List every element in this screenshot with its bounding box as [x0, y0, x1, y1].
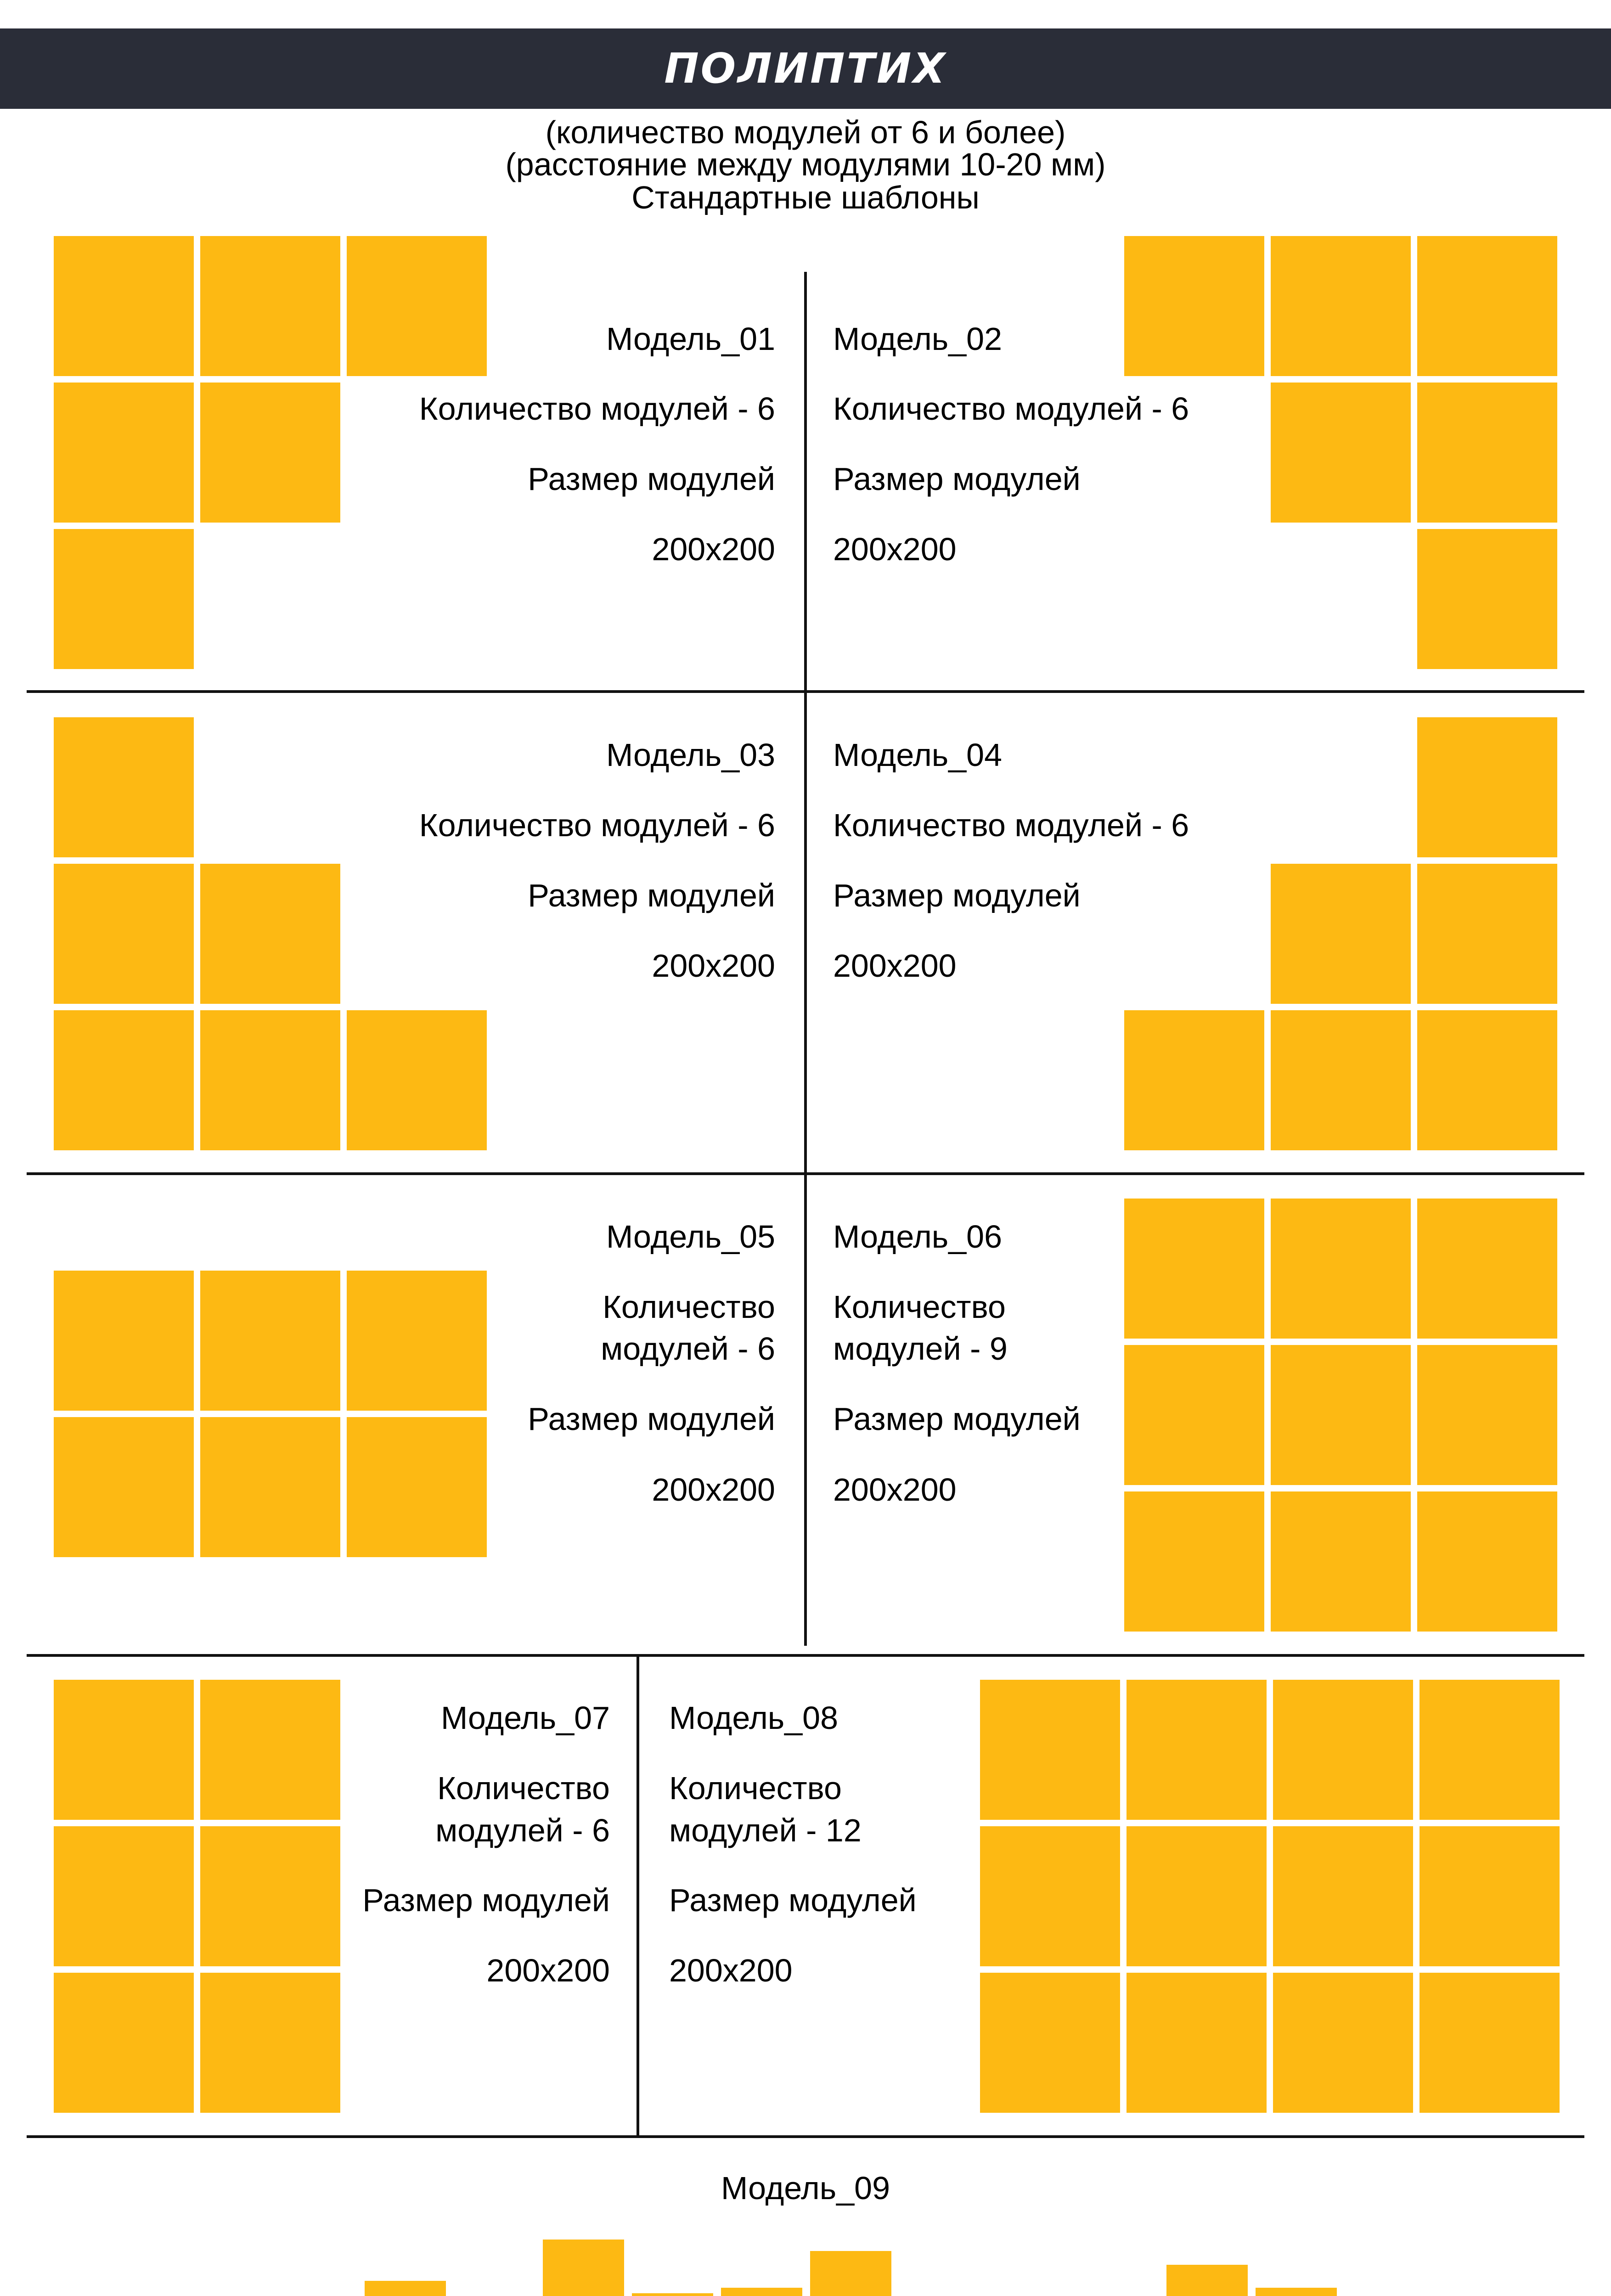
module-tile [1124, 1199, 1264, 1339]
module-tile [347, 1010, 487, 1150]
module-tile [1271, 383, 1411, 523]
module-tile [980, 1826, 1120, 1966]
module-tile [1271, 1345, 1411, 1485]
module-tile [200, 1826, 340, 1966]
model-02-size-label: Размер модулей [833, 461, 1081, 497]
section-divider [27, 1654, 1584, 1657]
module-tile [54, 717, 194, 857]
model-03-size-label: Размер модулей [528, 878, 775, 913]
module-tile [1417, 529, 1557, 669]
intro-standard-templates: Стандартные шаблоны [631, 180, 980, 215]
module-tile [1127, 1826, 1267, 1966]
module-tile [1419, 1973, 1560, 2113]
model-08-name: Модель_08 [669, 1700, 839, 1736]
module-tile [54, 1417, 194, 1557]
model-05-size-label: Размер модулей [528, 1401, 775, 1437]
module-tile [200, 1680, 340, 1820]
model-02-count: Количество модулей - 6 [833, 391, 1189, 427]
module-tile [200, 1271, 340, 1411]
column-divider [804, 272, 807, 1646]
model-09-name: Модель_09 [721, 2170, 890, 2206]
module-tile [54, 529, 194, 669]
module-tile [200, 1417, 340, 1557]
model-04-name: Модель_04 [833, 737, 1003, 773]
module-tile [1271, 1010, 1411, 1150]
header-bar [0, 28, 1611, 109]
model-07-size: 200x200 [486, 1953, 610, 1988]
module-tile [1419, 1680, 1560, 1820]
model-02-size: 200x200 [833, 531, 957, 567]
module-panel [1166, 2265, 1248, 2296]
module-tile [1127, 1973, 1267, 2113]
module-tile [200, 864, 340, 1004]
module-tile [200, 383, 340, 523]
module-tile [54, 1826, 194, 1966]
module-tile [980, 1680, 1120, 1820]
module-tile [1417, 1199, 1557, 1339]
module-panel [721, 2288, 802, 2296]
intro-module-count: (количество модулей от 6 и более) [545, 114, 1066, 150]
module-tile [1417, 236, 1557, 376]
module-tile [200, 1973, 340, 2113]
module-tile [1417, 1491, 1557, 1632]
model-05-count-line2: модулей - 6 [601, 1331, 775, 1367]
module-tile [54, 236, 194, 376]
module-tile [1419, 1826, 1560, 1966]
module-tile [54, 383, 194, 523]
model-07-size-label: Размер модулей [362, 1882, 610, 1918]
module-tile [54, 1271, 194, 1411]
model-02-name: Модель_02 [833, 321, 1003, 357]
module-tile [1124, 1345, 1264, 1485]
module-tile [1124, 1010, 1264, 1150]
module-tile [1417, 864, 1557, 1004]
module-tile [1273, 1826, 1413, 1966]
module-tile [1127, 1680, 1267, 1820]
module-tile [1417, 1010, 1557, 1150]
model-08-count-line2: модулей - 12 [669, 1812, 862, 1848]
model-06-size: 200x200 [833, 1472, 957, 1508]
page-title: ПОЛИПТИХ [664, 45, 947, 93]
module-tile [54, 1973, 194, 2113]
module-tile [347, 1271, 487, 1411]
module-tile [200, 1010, 340, 1150]
model-05-size: 200x200 [652, 1472, 775, 1508]
module-tile [1271, 864, 1411, 1004]
module-tile [1124, 1491, 1264, 1632]
model-08-count-line1: Количество [669, 1770, 842, 1806]
module-tile [54, 864, 194, 1004]
model-08-size: 200x200 [669, 1953, 793, 1988]
module-tile [1417, 717, 1557, 857]
model-06-size-label: Размер модулей [833, 1401, 1081, 1437]
module-tile [1271, 236, 1411, 376]
module-tile [1417, 383, 1557, 523]
module-tile [1273, 1680, 1413, 1820]
column-divider [637, 1654, 639, 2135]
model-07-count-line2: модулей - 6 [435, 1812, 610, 1848]
module-tile [200, 236, 340, 376]
intro-module-spacing: (расстояние между модулями 10-20 мм) [505, 146, 1106, 182]
section-divider [27, 2135, 1584, 2138]
model-05-count-line1: Количество [603, 1289, 775, 1325]
module-tile [1417, 1345, 1557, 1485]
model-04-size: 200x200 [833, 948, 957, 984]
model-06-name: Модель_06 [833, 1219, 1003, 1255]
model-07-count-line1: Количество [437, 1770, 610, 1806]
model-04-size-label: Размер модулей [833, 878, 1081, 913]
model-07-name: Модель_07 [440, 1700, 610, 1736]
module-tile [1124, 236, 1264, 376]
model-03-size: 200x200 [652, 948, 775, 984]
module-tile [980, 1973, 1120, 2113]
model-06-count-line1: Количество [833, 1289, 1006, 1325]
module-tile [347, 236, 487, 376]
model-08-size-label: Размер модулей [669, 1882, 917, 1918]
module-tile [1271, 1199, 1411, 1339]
model-01-size-label: Размер модулей [528, 461, 775, 497]
model-06-count-line2: модулей - 9 [833, 1331, 1008, 1367]
module-tile [54, 1680, 194, 1820]
module-tile [347, 1417, 487, 1557]
model-01-count: Количество модулей - 6 [419, 391, 775, 427]
module-panel [543, 2240, 624, 2296]
module-panel [1256, 2288, 1337, 2296]
model-03-name: Модель_03 [606, 737, 775, 773]
module-panel [810, 2251, 891, 2296]
model-05-name: Модель_05 [606, 1219, 775, 1255]
module-panel [365, 2281, 446, 2296]
module-panel [632, 2293, 713, 2296]
module-tile [1271, 1491, 1411, 1632]
model-04-count: Количество модулей - 6 [833, 807, 1189, 843]
model-03-count: Количество модулей - 6 [419, 807, 775, 843]
module-tile [54, 1010, 194, 1150]
model-01-size: 200x200 [652, 531, 775, 567]
module-tile [1273, 1973, 1413, 2113]
model-01-name: Модель_01 [606, 321, 775, 357]
